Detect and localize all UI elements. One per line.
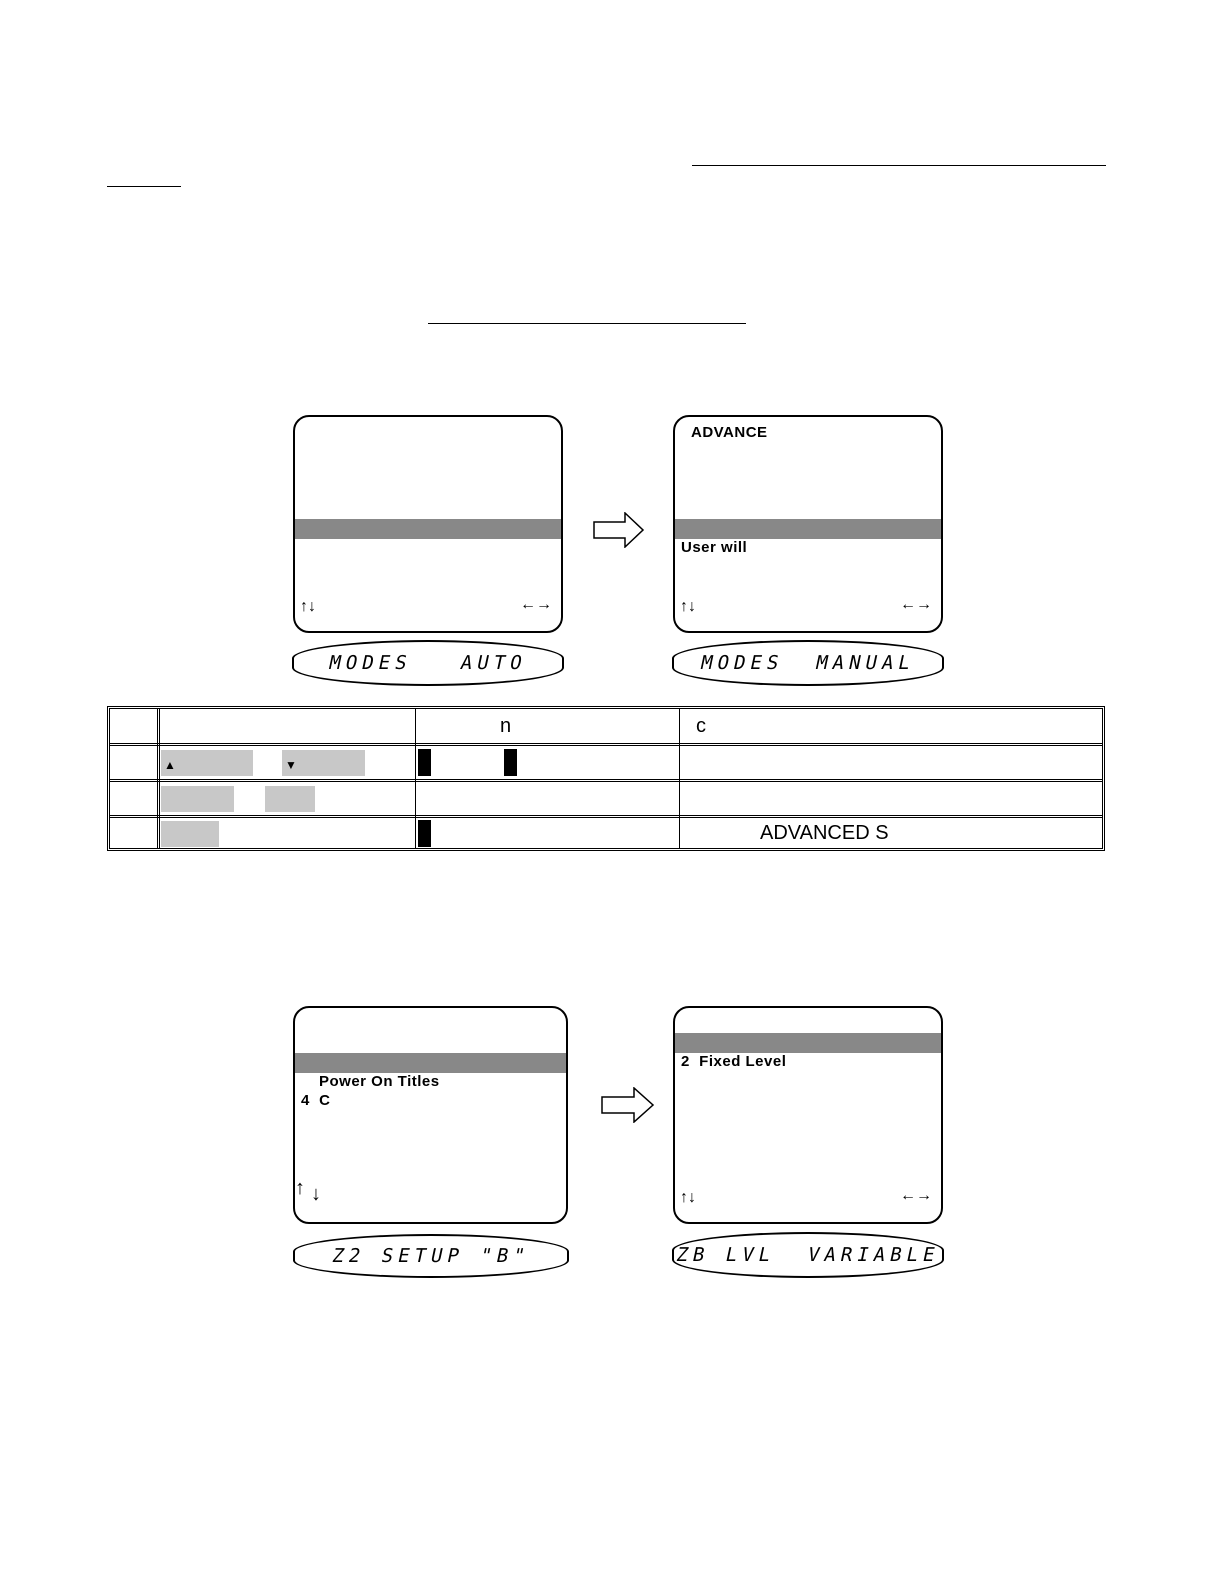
up-down-arrows-icon: ↑↓: [680, 598, 696, 615]
black-marker: [418, 820, 431, 847]
left-right-arrows-icon: ←→: [900, 1187, 932, 1204]
up-down-arrows-icon: ↑↓: [300, 598, 316, 615]
underline-2: [107, 186, 181, 187]
down-key: [282, 750, 365, 776]
right-arrow-icon: [601, 1087, 655, 1123]
key-label: [161, 821, 219, 847]
osd-screen-z2-setup: [293, 1006, 568, 1224]
front-display-z2-setup: [293, 1234, 569, 1278]
header-col3: n: [500, 715, 512, 737]
key-label: [161, 786, 234, 812]
highlight-bar: [295, 1053, 566, 1073]
menu-item-power-on-titles: Power On Titles: [319, 1073, 440, 1090]
up-triangle-icon: ▲: [164, 758, 176, 772]
table-header-row: [110, 709, 1102, 743]
down-arrow-icon: ↓: [311, 1183, 321, 1205]
display-text: MODES MANUAL: [698, 652, 918, 674]
front-display-modes-manual: [672, 640, 944, 686]
table-row: [110, 815, 1102, 848]
up-arrow-icon: ↑: [295, 1177, 305, 1199]
highlight-bar: [295, 519, 561, 539]
left-right-arrows-icon: ←→: [900, 596, 932, 613]
table-row: [110, 779, 1102, 815]
front-display-modes-auto: [292, 640, 564, 686]
menu-item-fixed-level: 2 Fixed Level: [681, 1053, 787, 1070]
underline-3: [428, 323, 746, 324]
screen-title: ADVANCE: [691, 424, 768, 441]
key-label: [265, 786, 315, 812]
left-right-arrows-icon: ←→: [520, 596, 552, 613]
underline-1: [692, 165, 1106, 166]
display-text: MODES AUTO: [327, 652, 529, 674]
black-marker: [418, 749, 431, 776]
front-display-zb-lvl: [672, 1232, 944, 1278]
table-row: [110, 743, 1102, 779]
key-table: [107, 706, 1105, 851]
osd-screen-modes-auto: [293, 415, 563, 633]
down-triangle-icon: ▼: [285, 758, 297, 772]
screen-line: User will: [681, 539, 748, 556]
highlight-bar: [675, 1033, 941, 1053]
header-col4: c: [696, 715, 706, 737]
up-key: [161, 750, 253, 776]
display-text: ZB LVL VARIABLE: [674, 1244, 942, 1266]
right-arrow-icon: [593, 512, 645, 548]
highlight-bar: [675, 519, 941, 539]
row3-col4-text: ADVANCED S: [760, 822, 889, 844]
menu-item-4: 4 C: [301, 1092, 331, 1109]
osd-screen-zb-lvl: [673, 1006, 943, 1224]
display-text: Z2 SETUP "B": [330, 1245, 532, 1267]
black-marker: [504, 749, 517, 776]
up-down-arrows-icon: ↑↓: [680, 1189, 696, 1206]
osd-screen-modes-manual: [673, 415, 943, 633]
